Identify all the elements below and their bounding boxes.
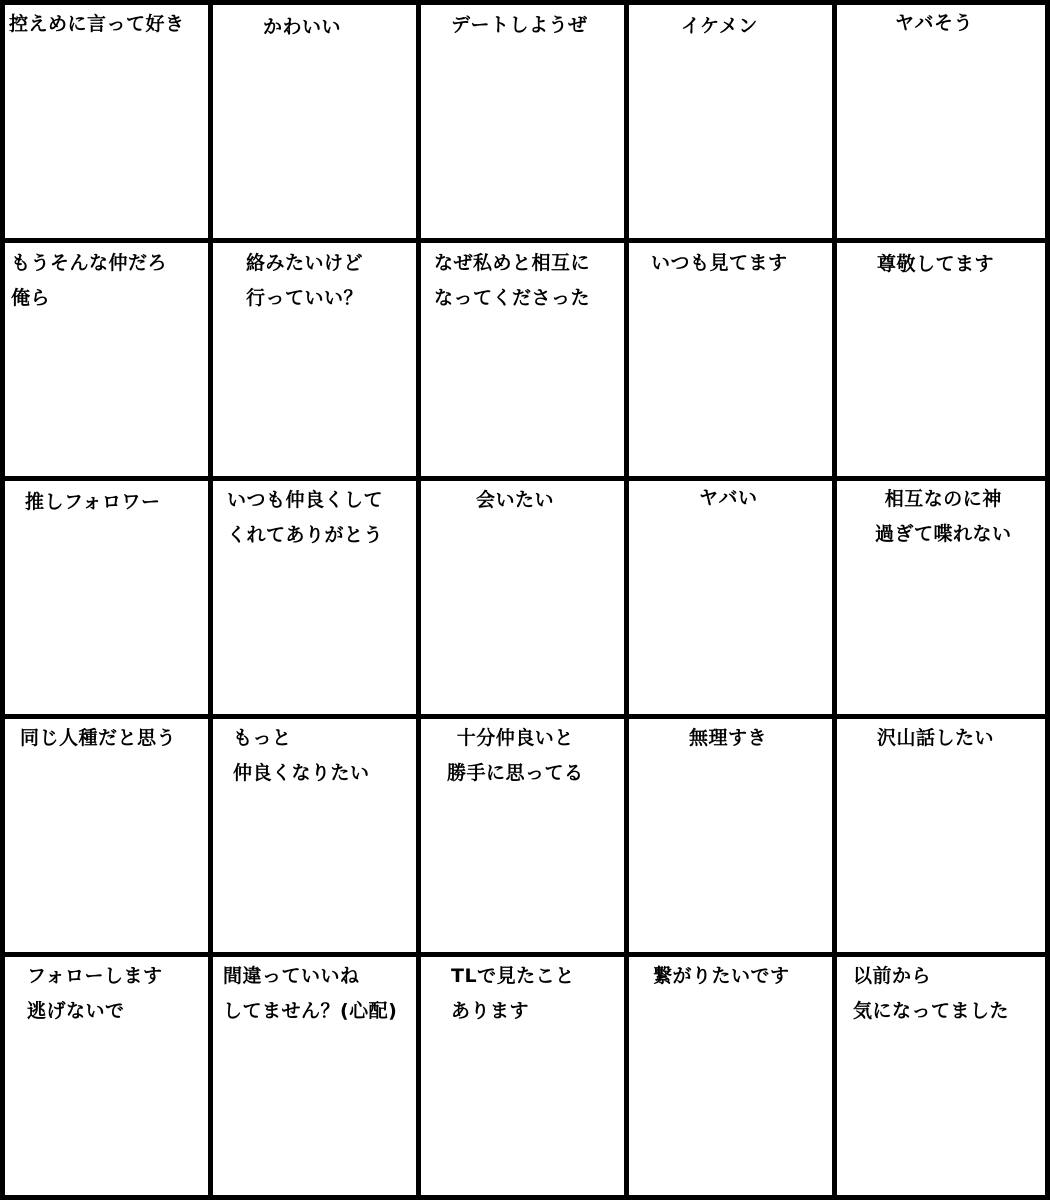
bingo-cell[interactable] bbox=[629, 957, 837, 1195]
cell-label: ヤバい bbox=[699, 487, 758, 509]
bingo-cell[interactable] bbox=[5, 719, 213, 957]
bingo-cell[interactable] bbox=[5, 243, 213, 481]
cell-label: 間違っていいね してません？(心配) bbox=[223, 965, 398, 1022]
bingo-cell[interactable] bbox=[213, 481, 421, 719]
cell-label: いつも見てます bbox=[651, 252, 788, 274]
cell-label: デートしようぜ bbox=[451, 14, 588, 36]
cell-label: いつも仲良くして くれてありがとう bbox=[227, 489, 384, 546]
bingo-cell[interactable] bbox=[837, 5, 1045, 243]
cell-label: 尊敬してます bbox=[877, 253, 995, 275]
cell-label: 絡みたいけど 行っていい？ bbox=[246, 252, 364, 309]
cell-label: もうそんな仲だろ 俺ら bbox=[11, 252, 168, 309]
cell-label: TLで見たこと あります bbox=[451, 965, 575, 1022]
cell-label: 沢山話したい bbox=[877, 727, 995, 749]
bingo-cell[interactable] bbox=[421, 719, 629, 957]
bingo-cell[interactable] bbox=[629, 5, 837, 243]
cell-label: もっと 仲良くなりたい bbox=[233, 727, 370, 784]
cell-label: 繋がりたいです bbox=[653, 965, 790, 987]
cell-label: イケメン bbox=[681, 15, 758, 37]
cell-label: 会いたい bbox=[476, 489, 555, 511]
cell-label: 控えめに言って好き bbox=[9, 13, 185, 35]
bingo-cell[interactable] bbox=[629, 719, 837, 957]
cell-label: なぜ私めと相互に なってくださった bbox=[434, 252, 591, 309]
bingo-cell[interactable] bbox=[5, 481, 213, 719]
cell-label: 相互なのに神 過ぎて喋れない bbox=[875, 488, 1012, 545]
bingo-cell[interactable] bbox=[421, 957, 629, 1195]
bingo-cell[interactable] bbox=[213, 243, 421, 481]
bingo-cell[interactable] bbox=[629, 481, 837, 719]
bingo-cell[interactable] bbox=[5, 5, 213, 243]
bingo-cell[interactable] bbox=[213, 719, 421, 957]
cell-label: ヤバそう bbox=[895, 12, 974, 34]
bingo-cell[interactable] bbox=[421, 481, 629, 719]
bingo-cell[interactable] bbox=[213, 5, 421, 243]
cell-label: 十分仲良いと 勝手に思ってる bbox=[447, 727, 584, 784]
bingo-cell[interactable] bbox=[837, 957, 1045, 1195]
bingo-cell[interactable] bbox=[421, 5, 629, 243]
cell-label: 以前から 気になってました bbox=[853, 965, 1010, 1022]
bingo-cell[interactable] bbox=[213, 957, 421, 1195]
cell-label: 無理すき bbox=[689, 727, 768, 749]
bingo-cell[interactable] bbox=[5, 957, 213, 1195]
cell-label: 推しフォロワー bbox=[25, 491, 161, 513]
cell-label: 同じ人種だと思う bbox=[20, 727, 177, 749]
bingo-cell[interactable] bbox=[837, 481, 1045, 719]
cell-label: フォローします 逃げないで bbox=[27, 965, 163, 1022]
bingo-cell[interactable] bbox=[837, 243, 1045, 481]
bingo-cell[interactable] bbox=[629, 243, 837, 481]
bingo-cell[interactable] bbox=[421, 243, 629, 481]
bingo-cell[interactable] bbox=[837, 719, 1045, 957]
cell-label: かわいい bbox=[263, 16, 342, 38]
